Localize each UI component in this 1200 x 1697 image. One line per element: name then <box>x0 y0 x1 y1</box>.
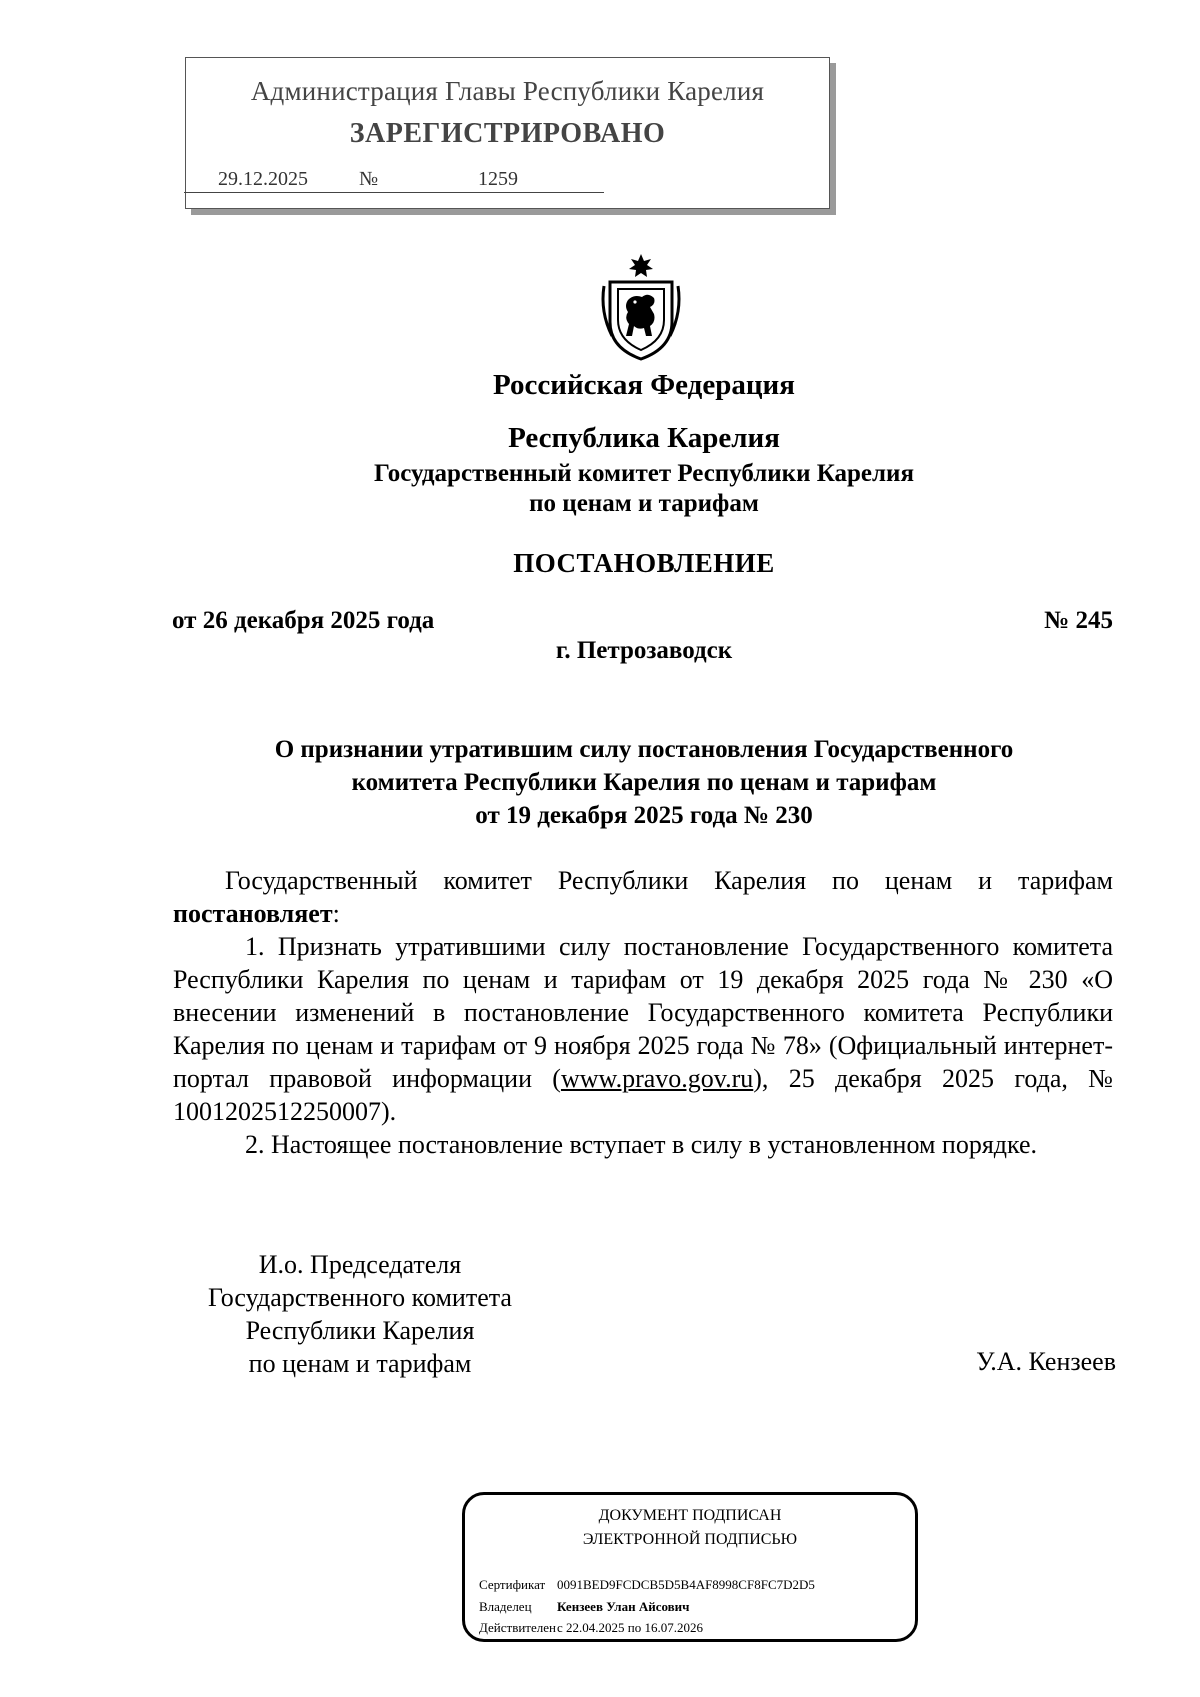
esig-owner-label: Владелец <box>479 1599 532 1614</box>
electronic-signature-box <box>462 1492 918 1642</box>
document-date: от 26 декабря 2025 года <box>172 607 435 634</box>
esig-cert-value: 0091BED9FCDCB5D5B4AF8998CF8FC7D2D5 <box>557 1577 815 1592</box>
position-line3: Республики Карелия <box>245 1316 475 1345</box>
stamp-underline <box>184 192 604 193</box>
header-country: Российская Федерация <box>493 369 795 401</box>
title-line2: комитета Республики Карелия по ценам и тарифам <box>351 769 937 796</box>
registration-stamp <box>185 57 830 209</box>
esig-title-line1: ДОКУМЕНТ ПОДПИСАН <box>598 1507 782 1524</box>
document-number: № 245 <box>1044 607 1113 634</box>
item1-text-post: ), 25 декабря 2025 года, № 1001202512250007). <box>173 1064 1113 1126</box>
stamp-number-sign: № <box>359 168 379 190</box>
stamp-status: ЗАРЕГИСТРИРОВАНО <box>349 118 666 149</box>
esig-certificate-row <box>479 1577 815 1593</box>
pravo-portal-link[interactable]: www.pravo.gov.ru <box>560 1064 754 1093</box>
esig-valid-value: с 22.04.2025 по 16.07.2026 <box>557 1620 703 1635</box>
intro-end: : <box>332 899 340 928</box>
document-body <box>173 864 1113 1161</box>
title-line3: от 19 декабря 2025 года № 230 <box>475 802 813 829</box>
stamp-number: 1259 <box>478 168 518 190</box>
intro-bold: постановляет <box>173 899 333 928</box>
body-intro <box>173 864 1113 930</box>
esig-owner-value: Кензеев Улан Айсович <box>557 1599 690 1614</box>
esig-cert-label: Сертификат <box>479 1577 546 1592</box>
header-organization-line1: Государственный комитет Республики Карелия <box>374 460 914 487</box>
position-line2: Государственного комитета <box>208 1283 512 1312</box>
intro-text: Государственный комитет Республики Карелия по ценам и тарифам <box>225 866 1113 895</box>
position-line4: по ценам и тарифам <box>248 1349 472 1378</box>
stamp-date: 29.12.2025 <box>218 168 308 190</box>
signatory-name: У.А. Кензеев <box>976 1347 1116 1376</box>
stamp-agency: Администрация Главы Республики Карелия <box>250 76 765 106</box>
body-item-1 <box>173 930 1113 1128</box>
document-city: г. Петрозаводск <box>555 637 733 664</box>
karelia-coat-of-arms-icon <box>598 252 684 362</box>
esig-title-line2: ЭЛЕКТРОННОЙ ПОДПИСЬЮ <box>582 1531 798 1548</box>
esig-valid-row <box>479 1620 703 1636</box>
title-line1: О признании утратившим силу постановления Государственного <box>274 736 1014 763</box>
position-line1: И.о. Председателя <box>258 1250 462 1279</box>
esig-owner-row <box>479 1599 690 1615</box>
document-title <box>0 733 1200 832</box>
signatory-position <box>170 1248 550 1380</box>
header-organization-line2: по ценам и тарифам <box>529 490 759 517</box>
document-type: ПОСТАНОВЛЕНИЕ <box>513 548 775 578</box>
body-item-2: 2. Настоящее постановление вступает в силу в установленном порядке. <box>245 1130 1038 1159</box>
esig-valid-label: Действителен <box>479 1620 556 1635</box>
header-republic: Республика Карелия <box>508 422 780 454</box>
item1-text-pre: 1. Признать утратившими силу постановление Государственного комитета Республики Карелия по ценам и тарифам от 19 декабря 2025 года № 230 «О внесении изменений в постановление Государственного комитета Республики Карелия по ценам и тарифам от 9 ноября 2025 года № 78» (Официальный интернет-портал правовой информации ( <box>173 932 1113 1093</box>
